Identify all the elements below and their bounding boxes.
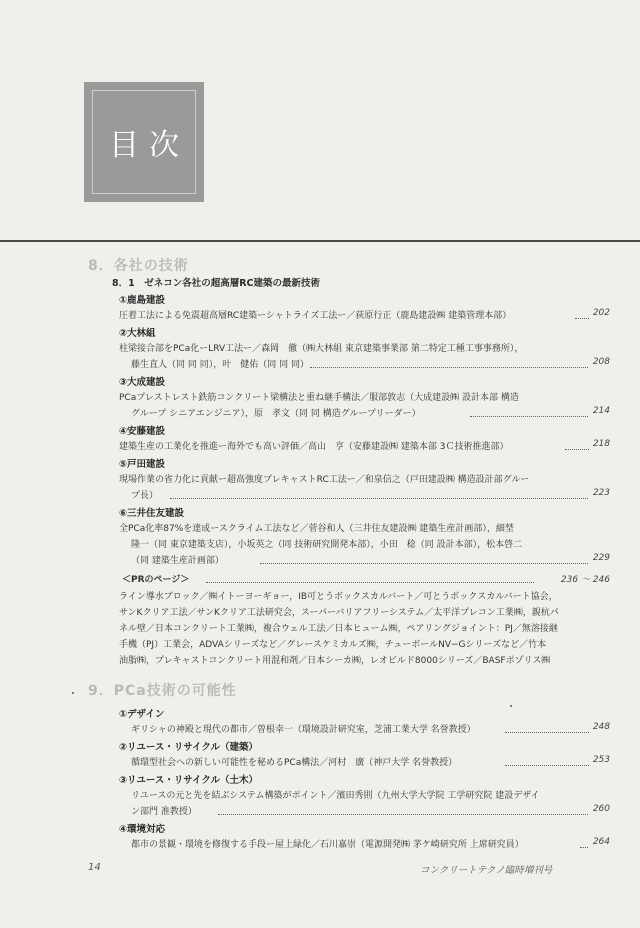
footer-page-number: 14 <box>88 862 101 873</box>
entry-line: 循環型社会への新しい可能性を秘めるPCa構法／河村 廣（神戸大学 名誉教授） <box>131 758 458 768</box>
header-rule <box>0 240 640 242</box>
page-number: 229 <box>592 553 610 563</box>
topic-name: ④環境対応 <box>119 824 166 835</box>
title-frame <box>92 90 196 194</box>
pr-heading: ＜PRのページ＞ <box>122 575 190 585</box>
topic-name: ①デザイン <box>119 709 165 720</box>
dot-leader <box>470 416 588 417</box>
print-speck <box>72 692 74 694</box>
dot-leader <box>575 318 589 319</box>
page-number: 248 <box>592 722 610 732</box>
dot-leader <box>170 498 588 499</box>
page-number: 218 <box>592 439 610 449</box>
company-name: ⑥三井住友建設 <box>119 508 185 519</box>
page-number: 260 <box>592 804 610 814</box>
page-number: 223 <box>592 488 610 498</box>
dot-leader <box>565 449 589 450</box>
topic-name: ③リユース・リサイクル（土木） <box>119 775 259 786</box>
topic-name: ②リユース・リサイクル（建築） <box>119 742 259 753</box>
pr-line: 手機（PJ）工業会，ADVAシリーズなど／グレースケミカルズ㈱，チューボールNV−Gシリーズなど／竹本 <box>119 640 547 650</box>
entry-line: 全PCa化率87%を達成ースクライム工法など／菅谷和人（三井住友建設㈱ 建築生産計画部），細埜 <box>119 524 514 534</box>
dot-leader <box>206 582 534 583</box>
section-9-heading: 9．PCa技術の可能性 <box>88 683 237 699</box>
company-name: ④安藤建設 <box>119 426 166 437</box>
dot-leader <box>310 367 588 368</box>
dot-leader <box>505 732 589 733</box>
page-number: 253 <box>592 755 610 765</box>
entry-line: グループ シニアエンジニア），原 孝文（同 同 構造グループリーダー） <box>131 409 421 419</box>
page-number: 214 <box>592 406 610 416</box>
entry-line: 都市の景観・環境を修復する手段ー屋上緑化／石川嘉崇（電源開発㈱ 茅ケ崎研究所 上席研究員） <box>131 840 524 850</box>
company-name: ③大成建設 <box>119 377 166 388</box>
entry-line: 隆一（同 東京建築支店），小坂英之（同 技術研究開発本部），小田 稔（同 設計本部），松本啓二 <box>131 540 523 550</box>
page-number: 264 <box>592 837 610 847</box>
entry-line: ギリシャの神殿と現代の都市／曽根幸一（環境設計研究室，芝浦工業大学 名誉教授） <box>131 725 476 735</box>
page-title: 目次 <box>109 128 189 163</box>
section-8-1-heading: 8．1 ゼネコン各社の超高層RC建築の最新技術 <box>112 278 321 289</box>
dot-leader <box>580 847 588 848</box>
pr-line: サンKクリア工法／サンKクリア工法研究会，スーパーバリアフリーシステム／太平洋プレコン工業㈱，親杭パ <box>119 608 559 618</box>
entry-line: 圧着工法による免震超高層RC建築ーシャトライズ工法ー／荻原行正（鹿島建設㈱ 建築管理本部） <box>119 311 512 321</box>
pr-line: ライン導水ブロック／㈱イトーヨーギョー，IB可とうボックスカルバート／可とうボックスカルバート協会， <box>119 592 558 602</box>
entry-line: 現場作業の省力化に貢献ー超高強度プレキャストRC工法ー／和泉信之（戸田建設㈱ 構造設計部グルー <box>119 475 530 485</box>
entry-line: PCaプレストレスト鉄筋コンクリート梁構法と重ね継手構法／服部敦志（大成建設㈱ 設計本部 構造 <box>119 393 519 403</box>
entry-line: 藤生直人（同 同 同），叶 健佑（同 同 同） <box>131 360 309 370</box>
page-number: 208 <box>592 357 610 367</box>
footer-journal-title: コンクリートテクノ臨時増刊号 <box>420 865 553 876</box>
print-speck <box>510 705 512 707</box>
company-name: ①鹿島建設 <box>119 295 166 306</box>
dot-leader <box>260 563 588 564</box>
section-8-heading: 8．各社の技術 <box>88 258 189 274</box>
page-number: 202 <box>592 308 610 318</box>
pr-line: ネル壁／日本コンクリート工業㈱，複合ウェル工法／日本ヒューム㈱，ペアリングジョイント：PJ／無溶接継 <box>119 624 558 634</box>
entry-line: 建築生産の工業化を推進ー海外でも高い評価／高山 亨（安藤建設㈱ 建築本部 3Ｃ技術推進部） <box>119 442 509 452</box>
entry-line: プ長） <box>131 491 159 501</box>
entry-line: リユースの元と先を結ぶシステム構築がポイント／濱田秀則（九州大学大学院 工学研究院 建設デザイ <box>131 791 540 801</box>
pr-line: 油脂㈱，プレキャストコンクリート用混和剤／日本シーカ㈱，レオビルド8000シリーズ／BASFポゾリス㈱ <box>119 656 551 666</box>
entry-line: ン部門 准教授） <box>131 807 197 817</box>
dot-leader <box>218 814 588 815</box>
dot-leader <box>505 765 589 766</box>
entry-line: （同 建築生産計画部） <box>131 556 224 566</box>
page-range: 236 ～ 246 <box>560 575 610 585</box>
entry-line: 柱梁接合部をPCa化ーLRV工法ー／森岡 徹（㈱大林組 東京建築事業部 第二特定工種工事事務所）， <box>119 344 524 354</box>
title-box <box>84 82 204 202</box>
company-name: ②大林組 <box>119 328 156 339</box>
company-name: ⑤戸田建設 <box>119 459 166 470</box>
